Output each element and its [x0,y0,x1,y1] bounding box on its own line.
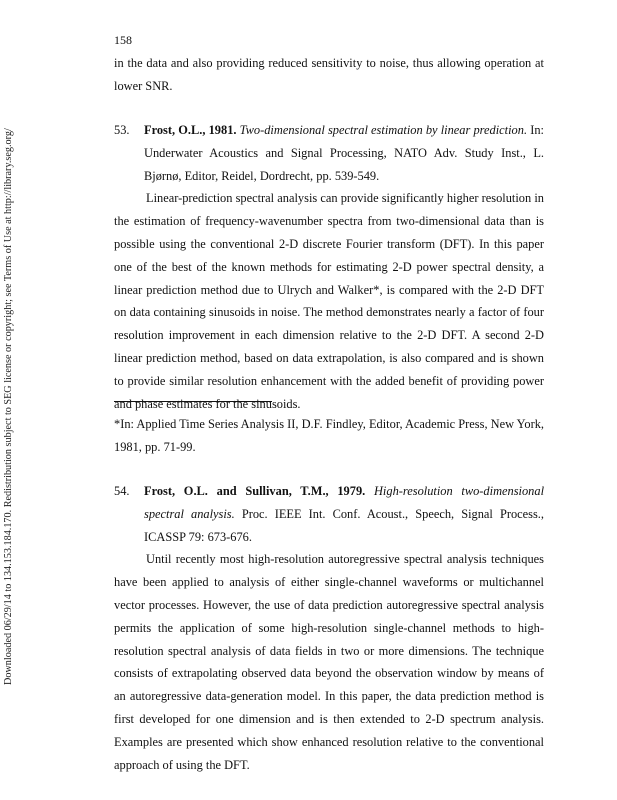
reference-entry-54 [114,480,544,776]
entry-number: 54. [114,484,130,498]
citation-source: In: Underwater Acoustics and Signal Processing, NATO Adv. Study Inst., L. Bjørnø, Editor, Reidel, Dordrecht, pp. 539-549. [144,123,544,183]
intro-paragraph: in the data and also providing reduced sensitivity to noise, thus allowing operation at lower SNR. [114,56,544,93]
footnote: *In: Applied Time Series Analysis II, D.F. Findley, Editor, Academic Press, New York, 1981, pp. 71-99. [114,417,544,454]
abstract-54: Until recently most high-resolution autoregressive spectral analysis techniques have been applied to analysis of either single-channel waveforms or multichannel vector processes. However, the use of data prediction autoregressive spectral analysis permits the application of some high-resolution single-channel methods to high-resolution spectral analysis of data fields in two or more dimensions. The technique consists of extrapolating observed data beyond the observation window by means of an autoregressive data-generation model. In this paper, the data prediction method is first developed for one dimension and is then extended to 2-D spectrum analysis. Examples are presented which show enhanced resolution relative to the conventional approach of using the DFT. [114,552,544,772]
citation-title: Two-dimensional spectral estimation by linear prediction. [239,123,528,137]
download-notice: Downloaded 06/29/14 to 134.153.184.170. Redistribution subject to SEG license or copyright; see Terms of Use at http://library.seg.org/ [3,128,14,685]
citation-53 [114,119,544,187]
abstract-53: Linear-prediction spectral analysis can provide significantly higher resolution in the estimation of frequency-wavenumber spectra from two-dimensional data than is possible using the conventional 2-D discrete Fourier transform (DFT). In this paper one of the best of the known methods for estimating 2-D power spectral density, a linear prediction method due to Ulrych and Walker*, is compared with the 2-D DFT on data containing sinusoids in noise. The method demonstrates nearly a factor of four resolution improvement in each dimension relative to the 2-D DFT. A second 2-D linear prediction method, based on data extrapolation, is also compared and is shown to provide similar resolution enhancement with the added benefit of providing power and phase estimates for the sinusoids. [114,191,544,411]
reference-entry-53 [114,119,544,415]
citation-authors: Frost, O.L. and Sullivan, T.M., 1979. [144,484,366,498]
entry-number: 53. [114,123,130,137]
footnote-divider [114,401,272,402]
citation-authors: Frost, O.L., 1981. [144,123,237,137]
citation-title: High-resolution two-dimensional spectral analysis. [144,484,545,521]
citation-source: Proc. IEEE Int. Conf. Acoust., Speech, Signal Process., ICASSP 79: 673-676. [144,506,544,544]
citation-54 [114,480,544,548]
page-number: 158 [114,33,132,47]
